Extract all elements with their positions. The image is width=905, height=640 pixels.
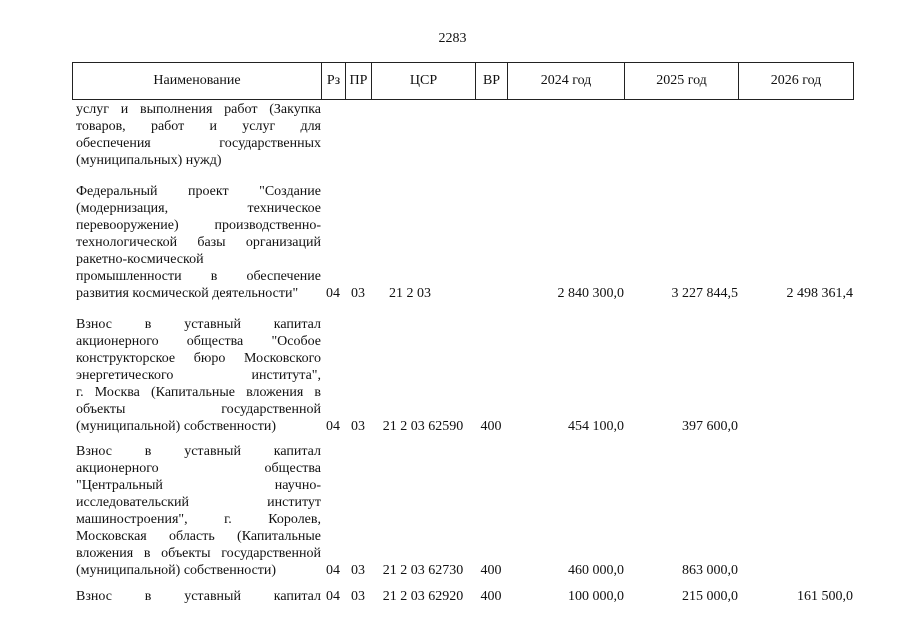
table-row — [72, 443, 853, 579]
table-header — [72, 62, 854, 100]
row-2024: 100 000,0 — [568, 589, 624, 604]
row-name: услуг и выполнения работ (Закупка товаров, работ и услуг для обеспечения государственных (муниципальных) нужд) — [76, 102, 321, 168]
header-rz: Рз — [322, 63, 346, 100]
page-number: 2283 — [438, 31, 467, 46]
header-name: Наименование — [73, 63, 322, 100]
row-vr: 400 — [480, 563, 502, 578]
row-2025: 215 000,0 — [682, 589, 738, 604]
row-name: Взнос в уставный капитал — [76, 589, 321, 604]
row-vr: 400 — [480, 589, 502, 604]
table-row — [72, 316, 853, 435]
row-csr: 21 2 03 62920 — [382, 589, 464, 604]
header-2024: 2024 год — [508, 63, 625, 100]
row-pr: 03 — [351, 563, 365, 578]
row-name: Федеральный проект "Создание (модернизация, техническое перевооружение) производственно- технологической базы организаций ракетно-космической промышленности в обеспечение развития космической деятельности" — [76, 184, 321, 301]
header-pr: ПР — [346, 63, 372, 100]
header-vr: ВР — [476, 63, 508, 100]
row-csr: 21 2 03 62730 — [382, 563, 464, 578]
row-2024: 2 840 300,0 — [557, 286, 624, 301]
row-name: Взнос в уставный капитал акционерного общества "Центральный научно- исследовательский институт машиностроения", г. Королев, Московская область (Капитальные вложения в объекты государственной (муниципальной) собственности) — [76, 444, 321, 578]
row-2024: 460 000,0 — [568, 563, 624, 578]
row-2024: 454 100,0 — [568, 419, 624, 434]
row-rz: 04 — [326, 563, 340, 578]
table-row — [72, 588, 853, 605]
row-vr: 400 — [480, 419, 502, 434]
row-rz: 04 — [326, 286, 340, 301]
row-csr: 21 2 03 62590 — [382, 419, 464, 434]
row-2025: 3 227 844,5 — [671, 286, 738, 301]
header-csr: ЦСР — [372, 63, 476, 100]
row-name: Взнос в уставный капитал акционерного общества "Особое конструкторское бюро Московского энергетического института", г. Москва (Капитальные вложения в объекты государственной (муниципальной) собственности) — [76, 317, 321, 434]
row-2025: 863 000,0 — [682, 563, 738, 578]
row-csr: 21 2 03 — [389, 286, 431, 301]
row-pr: 03 — [351, 286, 365, 301]
row-pr: 03 — [351, 589, 365, 604]
row-2025: 397 600,0 — [682, 419, 738, 434]
table-body — [72, 101, 853, 605]
header-2026: 2026 год — [739, 63, 854, 100]
row-2026: 161 500,0 — [797, 589, 853, 604]
header-2025: 2025 год — [625, 63, 739, 100]
row-rz: 04 — [326, 419, 340, 434]
table-row — [72, 183, 853, 302]
row-2026: 2 498 361,4 — [786, 286, 853, 301]
table-row — [72, 101, 853, 169]
row-pr: 03 — [351, 419, 365, 434]
row-rz: 04 — [326, 589, 340, 604]
